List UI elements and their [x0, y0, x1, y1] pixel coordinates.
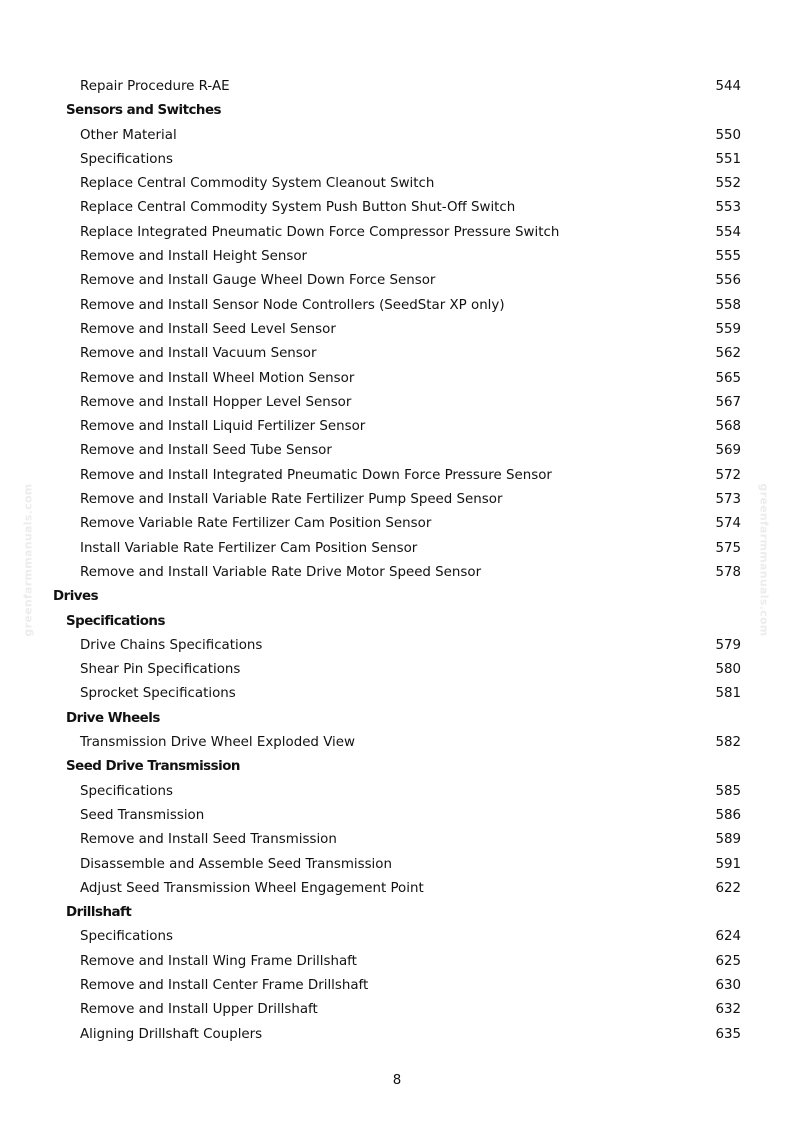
- toc-entry[interactable]: [0, 221, 794, 245]
- toc-entry-title: Specifications: [66, 613, 165, 629]
- toc-entry-page: 555: [715, 249, 741, 265]
- toc-entry-title: Replace Central Commodity System Cleanout Switch: [80, 176, 435, 192]
- toc-entry[interactable]: [0, 245, 794, 269]
- toc-entry[interactable]: [0, 1023, 794, 1047]
- toc-entry-title: Drillshaft: [66, 905, 132, 921]
- toc-entry[interactable]: [0, 172, 794, 196]
- toc-entry[interactable]: [0, 124, 794, 148]
- toc-entry-page: 575: [715, 540, 741, 556]
- toc-entry-title: Transmission Drive Wheel Exploded View: [80, 735, 355, 751]
- toc-entry[interactable]: [0, 828, 794, 852]
- toc-entry-title: Remove and Install Variable Rate Fertilizer Pump Speed Sensor: [80, 492, 503, 508]
- toc-entry[interactable]: [0, 464, 794, 488]
- toc-entry[interactable]: [0, 391, 794, 415]
- toc-entry-page: 574: [715, 516, 741, 532]
- toc-entry-title: Specifications: [80, 929, 173, 945]
- toc-entry-page: 591: [715, 856, 741, 872]
- toc-entry-page: 573: [715, 492, 741, 508]
- toc-entry[interactable]: [0, 512, 794, 536]
- toc-entry-title: Drive Wheels: [66, 710, 160, 726]
- toc-entry-page: 632: [715, 1002, 741, 1018]
- toc-entry[interactable]: [0, 974, 794, 998]
- toc-entry-title: Remove and Install Wheel Motion Sensor: [80, 370, 355, 386]
- toc-entry-page: 562: [715, 346, 741, 362]
- table-of-contents: [0, 75, 794, 1047]
- page-number: 8: [392, 1073, 402, 1088]
- toc-entry[interactable]: [0, 877, 794, 901]
- toc-entry-title: Sensors and Switches: [66, 103, 222, 119]
- toc-section-heading: [0, 901, 794, 925]
- toc-entry-title: Replace Central Commodity System Push Button Shut-Off Switch: [80, 200, 516, 216]
- toc-entry-page: 589: [715, 832, 741, 848]
- toc-entry-title: Remove and Install Liquid Fertilizer Sensor: [80, 419, 366, 435]
- toc-entry-page: 554: [715, 224, 741, 240]
- toc-section-heading: [0, 707, 794, 731]
- toc-entry-page: 579: [715, 637, 741, 653]
- toc-chapter-heading: [0, 585, 794, 609]
- toc-entry-title: Seed Transmission: [80, 807, 205, 823]
- toc-entry[interactable]: [0, 318, 794, 342]
- toc-entry[interactable]: [0, 294, 794, 318]
- toc-entry-page: 635: [715, 1026, 741, 1042]
- toc-entry[interactable]: [0, 488, 794, 512]
- toc-entry-title: Remove and Install Sensor Node Controllers (SeedStar XP only): [80, 297, 505, 313]
- toc-entry-title: Install Variable Rate Fertilizer Cam Position Sensor: [80, 540, 418, 556]
- toc-entry-title: Remove and Install Seed Tube Sensor: [80, 443, 332, 459]
- toc-entry-page: 553: [715, 200, 741, 216]
- toc-entry-page: 568: [715, 419, 741, 435]
- toc-entry-page: 581: [715, 686, 741, 702]
- toc-entry-title: Remove and Install Hopper Level Sensor: [80, 394, 352, 410]
- toc-entry-title: Disassemble and Assemble Seed Transmission: [80, 856, 392, 872]
- toc-entry-title: Remove and Install Wing Frame Drillshaft: [80, 953, 357, 969]
- toc-entry[interactable]: [0, 75, 794, 99]
- toc-entry[interactable]: [0, 731, 794, 755]
- toc-entry[interactable]: [0, 367, 794, 391]
- toc-entry-title: Drives: [53, 589, 99, 605]
- toc-entry[interactable]: [0, 148, 794, 172]
- toc-entry-title: Sprocket Specifications: [80, 686, 236, 702]
- toc-entry-title: Remove and Install Seed Level Sensor: [80, 321, 336, 337]
- toc-entry-page: 559: [715, 321, 741, 337]
- toc-entry-title: Specifications: [80, 151, 173, 167]
- toc-entry-title: Remove and Install Integrated Pneumatic Down Force Pressure Sensor: [80, 467, 552, 483]
- toc-entry-title: Other Material: [80, 127, 177, 143]
- toc-entry[interactable]: [0, 196, 794, 220]
- toc-entry-page: 551: [715, 151, 741, 167]
- toc-entry-title: Replace Integrated Pneumatic Down Force Compressor Pressure Switch: [80, 224, 560, 240]
- toc-entry-title: Seed Drive Transmission: [66, 759, 240, 775]
- toc-entry[interactable]: [0, 658, 794, 682]
- toc-entry-title: Remove and Install Upper Drillshaft: [80, 1002, 318, 1018]
- toc-entry-title: Drive Chains Specifications: [80, 637, 263, 653]
- toc-entry-page: 622: [715, 880, 741, 896]
- toc-entry-page: 580: [715, 662, 741, 678]
- toc-entry-page: 567: [715, 394, 741, 410]
- toc-entry-title: Remove and Install Gauge Wheel Down Force Sensor: [80, 273, 436, 289]
- toc-section-heading: [0, 755, 794, 779]
- toc-entry-title: Repair Procedure R-AE: [80, 79, 230, 94]
- toc-entry-page: 572: [715, 467, 741, 483]
- toc-entry-page: 569: [715, 443, 741, 459]
- toc-entry[interactable]: [0, 439, 794, 463]
- toc-entry[interactable]: [0, 804, 794, 828]
- toc-entry-title: Adjust Seed Transmission Wheel Engagement Point: [80, 880, 424, 896]
- toc-entry-title: Shear Pin Specifications: [80, 662, 241, 678]
- toc-entry[interactable]: [0, 342, 794, 366]
- toc-entry-page: 558: [715, 297, 741, 313]
- toc-entry-title: Remove and Install Seed Transmission: [80, 832, 337, 848]
- toc-entry[interactable]: [0, 269, 794, 293]
- toc-entry-page: 625: [715, 953, 741, 969]
- toc-entry-title: Aligning Drillshaft Couplers: [80, 1026, 263, 1042]
- watermark-left: greenfarmmanuals.com: [21, 483, 35, 637]
- toc-entry-page: 565: [715, 370, 741, 386]
- toc-entry-title: Remove and Install Center Frame Drillshaft: [80, 977, 369, 993]
- toc-entry[interactable]: [0, 998, 794, 1022]
- toc-entry-title: Remove and Install Height Sensor: [80, 249, 308, 265]
- toc-entry-title: Remove and Install Variable Rate Drive Motor Speed Sensor: [80, 564, 482, 580]
- toc-entry-page: 550: [715, 127, 741, 143]
- toc-entry-title: Specifications: [80, 783, 173, 799]
- watermark-right: greenfarmmanuals.com: [757, 483, 771, 637]
- toc-entry-title: Remove Variable Rate Fertilizer Cam Position Sensor: [80, 516, 432, 532]
- toc-entry[interactable]: [0, 537, 794, 561]
- toc-entry[interactable]: [0, 780, 794, 804]
- toc-entry[interactable]: [0, 682, 794, 706]
- toc-section-heading: [0, 99, 794, 123]
- toc-entry-page: 586: [715, 807, 741, 823]
- toc-entry-page: 556: [715, 273, 741, 289]
- toc-entry[interactable]: [0, 853, 794, 877]
- toc-entry[interactable]: [0, 925, 794, 949]
- toc-entry[interactable]: [0, 415, 794, 439]
- toc-entry-page: 630: [715, 977, 741, 993]
- toc-entry[interactable]: [0, 561, 794, 585]
- toc-entry-page: 552: [715, 176, 741, 192]
- toc-entry-page: 578: [715, 564, 741, 580]
- toc-section-heading: [0, 610, 794, 634]
- toc-entry[interactable]: [0, 634, 794, 658]
- toc-entry-page: 585: [715, 783, 741, 799]
- toc-entry-page: 582: [715, 735, 741, 751]
- toc-entry[interactable]: [0, 950, 794, 974]
- toc-entry-title: Remove and Install Vacuum Sensor: [80, 346, 317, 362]
- toc-entry-page: 624: [715, 929, 741, 945]
- toc-entry-page: 544: [715, 79, 741, 94]
